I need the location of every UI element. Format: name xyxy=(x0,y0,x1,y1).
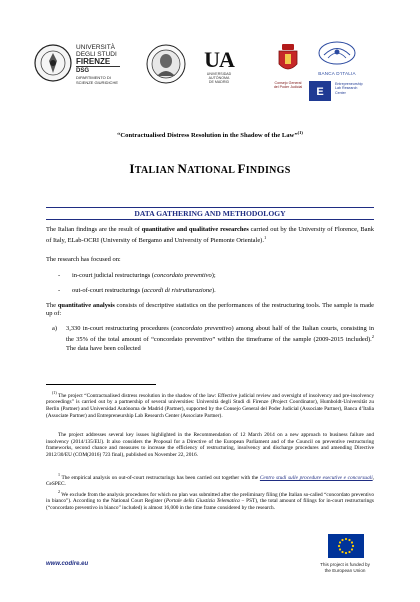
paragraph-1 xyxy=(46,226,374,246)
fn1-mark: (1) xyxy=(52,390,57,395)
logo-unifi-text xyxy=(76,44,126,85)
section-bar-bottom xyxy=(46,219,374,220)
bullet2-a: out-of-court restructurings ( xyxy=(72,287,144,294)
fn2-b: − PST), the total amount of filings for in-court restructurings (“concordato preventivo in bianco” included) is almost 16,000 in the time frame considered by the research. xyxy=(46,498,374,511)
title-cap-3: F xyxy=(237,161,246,176)
fn2-mark: 2 xyxy=(58,489,60,494)
item-a-sup: 2 xyxy=(371,334,374,340)
main-title xyxy=(40,161,380,177)
project-title-text: “Contractualised Distress Resolution in the Shadow of the Law” xyxy=(117,132,298,140)
para1-bold: quantitative and qualitative researches xyxy=(141,226,249,233)
bullet1-a: in-court judicial restructurings ( xyxy=(72,272,155,279)
ua-line2: DE MADRID xyxy=(208,80,230,84)
para1-sup: 1 xyxy=(263,235,267,241)
ua-line1: UNIVERSIDAD AUTÓNOMA xyxy=(206,72,232,80)
bullet-1 xyxy=(58,272,368,280)
unifi-line2: DEGLI STUDI xyxy=(76,51,117,58)
section-heading: DATA GATHERING AND METHODOLOGY xyxy=(134,209,286,218)
project-title-mark: (1) xyxy=(297,130,303,135)
title-rest-2: ATIONAL xyxy=(187,165,238,176)
paragraph-2: The research has focused on: xyxy=(46,256,121,263)
footer-url-link[interactable]: www.codire.eu xyxy=(46,561,89,567)
footnote-separator xyxy=(46,384,156,385)
elab-line2: Lab Research xyxy=(335,86,358,91)
cespec-link[interactable]: Centro studi sulle procedure esecutive e concorsuali xyxy=(259,474,373,481)
unifi-line3: FIRENZE xyxy=(76,57,111,66)
ua-mark: UA xyxy=(204,47,234,72)
bullet2-b: ). xyxy=(211,287,216,294)
item-a-2: ) among about half of the Italian courts, consisting in the 35% of the total amount of “concordato preventivo” within the timeframe of the sample (2009-2015 included). xyxy=(66,325,375,344)
eu-caption-2: the European Union xyxy=(324,567,366,573)
logo-eurochambres xyxy=(308,80,368,104)
eu-caption-1: This project is funded by xyxy=(320,562,370,567)
cgpj-line1: Consejo General xyxy=(274,81,302,85)
para3-b: consists of descriptive statistics on the performances of the restructuring tools. The sample is made up of: xyxy=(46,302,374,318)
item-a-i: concordato preventivo xyxy=(173,325,232,332)
bullet-dash-1: - xyxy=(58,272,61,279)
para3-bold: quantitative analysis xyxy=(57,302,115,309)
fn2-i: Portale della Giustizia Telematica xyxy=(165,498,240,505)
item-a xyxy=(66,325,374,353)
para1-b: carried out by the University of Florence, Bank of Italy, ELab-OCRI (University of Bergamo and University of Piemonte Orientale). xyxy=(46,226,374,245)
fn1-text: The project “Contractualised distress resolution in the shadow of the law: Effective judicial review and oversight of insolvency and pre-insolvency proceedings” is carried out by a partnership of several universities: Università degli Studi di Firenze (Project Coordinator), Humboldt-Universität zu Berlin (Partner) and Universidad Autónoma de Madrid (Partner), supported by the Consejo General del Poder Judicial (Associate Partner), Banca d’Italia (Associate Partner) and Entrepreneurship Lab Research Center (Associate Partner). xyxy=(46,392,374,419)
elab-line1: Entrepreneurship xyxy=(335,82,363,86)
logo-ua xyxy=(198,48,240,88)
fn1b-text: The project addresses several key issues highlighted in the Recommendation of 12 March 2014 on a new approach to business failure and insolvency (2014/135/EU). It also considers the Proposal for a Directive of the European Parliament and of the Council on preventive restructuring frameworks, second chance and measures to increase the efficiency of restructuring, insolvency and discharge procedures and amending Directive 2012/30/EU (COM(2016) 723 final), published on November 22, 2016. xyxy=(46,432,374,458)
title-rest-1: TALIAN xyxy=(134,165,178,176)
paragraph-3 xyxy=(46,302,374,319)
eu-caption xyxy=(300,562,390,573)
logo-cgpj xyxy=(270,42,306,89)
footnote-1 xyxy=(46,390,374,419)
fn1c-b: , CeSPEC. xyxy=(46,474,374,488)
logo-banca-italia xyxy=(316,40,358,74)
footnote-1b xyxy=(46,432,374,458)
footnote-1c xyxy=(46,472,374,488)
fn2-a: We exclude from the analysis procedures for which no plan was submitted after the preliminary filing (the Italian so-called “concordato preventivo in bianco”). According to the National Court Register ( xyxy=(46,491,374,505)
footnote-2 xyxy=(46,489,374,512)
logo-unifi-seal xyxy=(34,44,72,82)
bullet-2 xyxy=(58,287,368,295)
unifi-line4: DSG xyxy=(76,68,90,74)
para3-a: The xyxy=(46,302,58,309)
bullet1-i: concordato preventivo xyxy=(154,272,212,279)
item-a-label: a) xyxy=(52,325,58,332)
item-a-1: 3,330 in-court restructuring procedures ( xyxy=(66,325,174,332)
svg-text:E: E xyxy=(316,86,324,98)
eu-flag-icon xyxy=(328,534,364,558)
para1-a: The Italian findings are the result of xyxy=(46,226,142,233)
cgpj-line2: del Poder Judicial xyxy=(273,85,303,89)
logo-humboldt-seal xyxy=(146,44,186,84)
bullet2-i: accordi di ristrutturazione xyxy=(143,287,212,294)
fn1c-mark: 1 xyxy=(58,472,60,477)
title-cap-2: N xyxy=(177,161,188,176)
item-a-3: The data have been collected xyxy=(66,344,141,352)
bullet1-b: ); xyxy=(211,272,216,279)
title-cap-1: I xyxy=(129,161,135,176)
elab-line3: Center xyxy=(335,90,346,95)
bullet-dash-2: - xyxy=(58,287,61,294)
unifi-line1: UNIVERSITÀ xyxy=(76,44,116,51)
banca-label: BANCA D'ITALIA xyxy=(318,71,356,76)
fn1c-a: The empirical analysis on out-of-court restructurings has been carried out together with the xyxy=(60,474,260,481)
unifi-line5: DIPARTIMENTO DI xyxy=(76,75,111,80)
unifi-line6: SCIENZE GIURIDICHE xyxy=(76,80,119,85)
title-rest-3: INDINGS xyxy=(245,165,291,176)
project-title xyxy=(60,130,360,139)
